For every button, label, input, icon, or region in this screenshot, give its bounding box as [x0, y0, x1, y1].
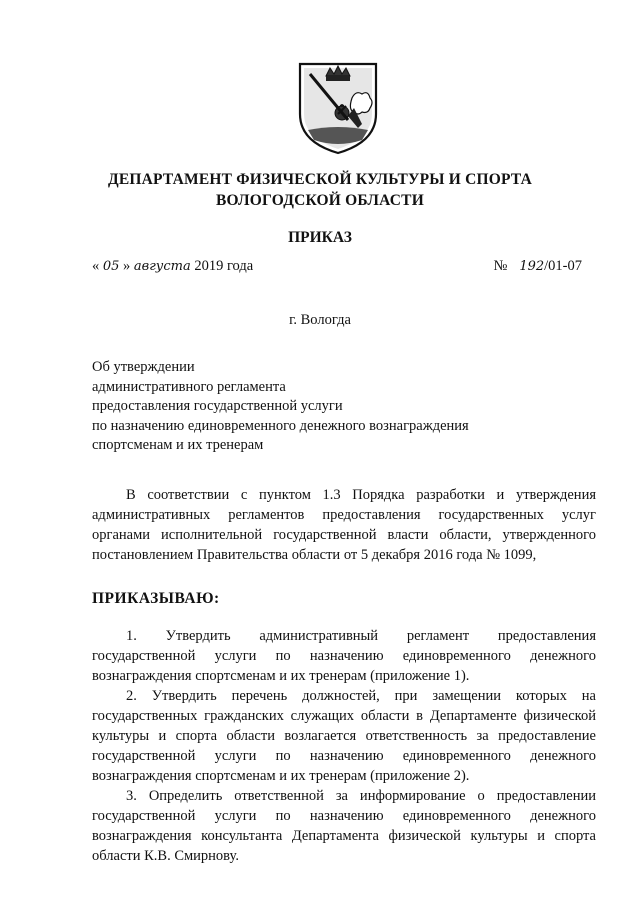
order-item: 1. Утвердить административный регламент предоставления государственной услуги по назначению единовременного денежного вознаграждения спортсменам и их тренерам (приложение 1).	[92, 628, 596, 684]
number-label: №	[493, 258, 508, 274]
document-type: ПРИКАЗ	[288, 229, 352, 246]
date-month-handwritten: августа	[133, 259, 191, 274]
number-handwritten: 192	[519, 259, 545, 274]
coat-of-arms-icon	[296, 58, 380, 156]
subject-line: предоставления государственной услуги	[92, 398, 343, 414]
department-line-1: ДЕПАРТАМЕНТ ФИЗИЧЕСКОЙ КУЛЬТУРЫ И СПОРТА	[107, 171, 533, 188]
date-close-quote: »	[123, 258, 131, 274]
order-word: ПРИКАЗЫВАЮ:	[92, 590, 220, 607]
date-year: 2019 года	[194, 258, 254, 274]
document-date	[92, 258, 253, 275]
subject-line: Об утверждении	[92, 359, 195, 375]
preamble-paragraph: В соответствии с пунктом 1.3 Порядка разработки и утверждения административных регламентов предоставления государственных услуг органами исполнительной государственной власти области, утвержденного постановлением Правительства области от 5 декабря 2016 года № 1099,	[92, 487, 596, 563]
number-suffix: /01-07	[544, 258, 582, 274]
order-item: 3. Определить ответственной за информирование о предоставлении государственной услуги по назначению единовременного денежного вознаграждения консультанта Департамента физической культуры и спорта области К.В. Смирнову.	[92, 788, 596, 864]
document-subject	[92, 358, 552, 456]
document-number	[493, 258, 582, 275]
department-line-2: ВОЛОГОДСКОЙ ОБЛАСТИ	[216, 192, 424, 209]
subject-line: по назначению единовременного денежного вознаграждения	[92, 417, 469, 434]
city: г. Вологда	[289, 312, 351, 328]
order-item: 2. Утвердить перечень должностей, при замещении которых на государственных гражданских служащих области в Департаменте физической культуры и спорта области возлагается ответственность за предоставление государственной услуги по назначению единовременного денежного вознаграждения спортсменам и их тренерам (приложение 2).	[92, 688, 596, 784]
department-name	[0, 169, 640, 211]
subject-line: административного регламента	[92, 378, 286, 395]
date-open-quote: «	[92, 258, 100, 274]
subject-line: спортсменам и их тренерам	[92, 437, 264, 453]
order-items	[92, 626, 596, 866]
date-day-handwritten: 05	[102, 259, 120, 274]
